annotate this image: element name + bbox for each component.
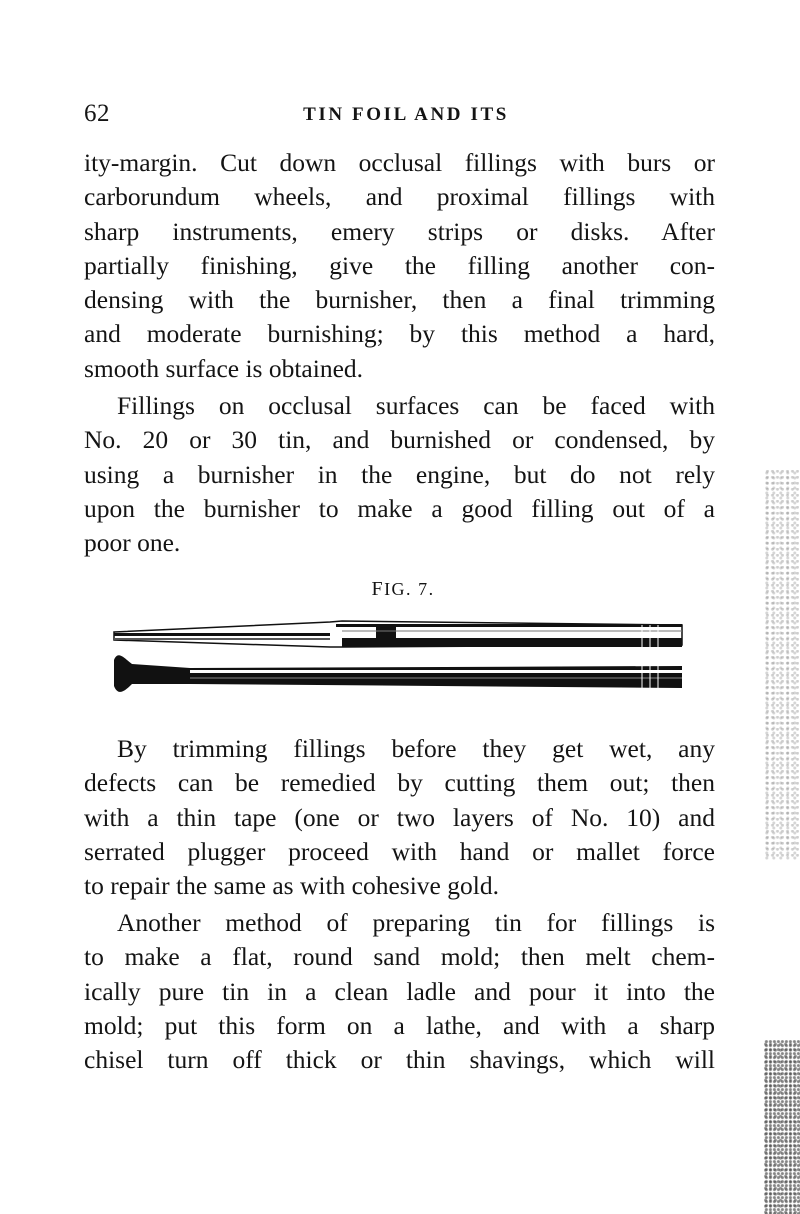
text-line: mold; put this form on a lathe, and with a sharp [84,1010,715,1040]
text-line: poor one. [84,528,181,558]
text-line: using a burnisher in the engine, but do not rely [84,459,715,489]
text-line: By trimming fillings before they get wet, any [117,734,715,763]
text-line: Fillings on occlusal surfaces can be faced with [117,391,715,420]
figure-caption-initial: F [371,578,385,600]
figure-number: 7. [418,579,435,599]
text-line: to make a flat, round sand mold; then melt chem- [84,942,715,972]
text-line: carborundum wheels, and proximal fillings with [84,182,715,212]
paragraph-2 [84,389,715,560]
text-line: No. 20 or 30 tin, and burnished or condensed, by [84,425,715,455]
text-line: and moderate burnishing; by this method a hard, [84,319,715,349]
figure-caption [0,578,800,601]
text-line: sharp instruments, emery strips or disks. After [84,216,715,246]
text-line: to repair the same as with cohesive gold. [84,871,499,901]
scan-noise [764,470,800,860]
text-line: smooth surface is obtained. [84,353,364,383]
text-line: defects can be remedied by cutting them out; then [84,768,715,798]
running-head: TIN FOIL AND ITS [303,104,509,125]
text-line: ically pure tin in a clean ladle and pour it into the [84,976,715,1006]
paragraph-3 [84,732,715,903]
text-line: Another method of preparing tin for fillings is [117,908,715,937]
text-line: with a thin tape (one or two layers of No. 10) and [84,802,715,832]
burnisher-figure [110,614,690,694]
text-line: upon the burnisher to make a good filling out of a [84,493,715,523]
paragraph-4 [84,906,715,1077]
burnisher-instrument-top [114,621,682,647]
text-line: serrated plugger proceed with hand or mallet force [84,836,715,866]
scan-noise [764,1040,800,1214]
text-line: densing with the burnisher, then a final trimming [84,285,715,315]
text-line: chisel turn off thick or thin shavings, which will [84,1045,715,1075]
page-number: 62 [84,100,110,127]
text-line: ity-margin. Cut down occlusal fillings with burs or [84,148,715,177]
figure-caption-smallcaps: IG. [384,579,413,599]
text-line: partially finishing, give the filling another con- [84,250,715,280]
paragraph-1 [84,146,715,386]
burnisher-instrument-bottom [114,655,682,692]
